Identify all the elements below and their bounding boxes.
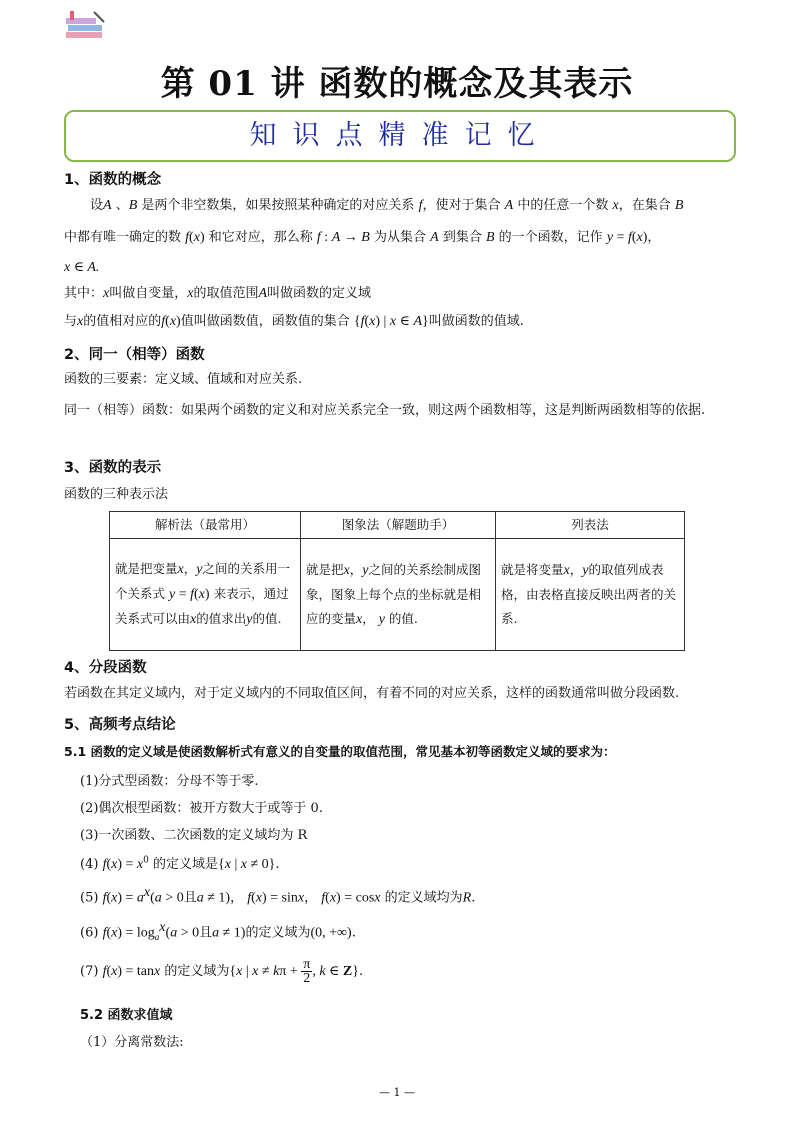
representation-table xyxy=(109,511,685,651)
page-title: 第 01 讲 函数的概念及其表示 xyxy=(160,64,634,104)
paragraph-equal-definition: 同一（相等）函数：如果两个函数的定义和对应关系完全一致，则这两个函数相等，这是判断两函数相等的依据. xyxy=(64,403,706,418)
heading-equal-function: 2、同一（相等）函数 xyxy=(64,347,205,363)
list-item-fraction: (1)分式型函数：分母不等于零. xyxy=(80,774,259,789)
list-item-root: (2)偶次根型函数：被开方数大于或等于 0. xyxy=(80,801,323,816)
subheading-range: 5.2 函数求值域 xyxy=(80,1008,173,1023)
table-cell-analytic: 就是把变量x，y之间的关系用一个关系式 y = f(x) 来表示，通过关系式可以由x的值求出y的值. xyxy=(110,539,301,651)
paragraph-three-elements: 函数的三要素：定义域、值域和对应关系. xyxy=(64,372,303,387)
list-item-tan: (7) f(x) = tanx 的定义域为{x | x ≠ kπ + $\frac{\pi}{2}$ , k ∈ Z}. xyxy=(80,957,364,986)
heading-conclusions: 5、高频考点结论 xyxy=(64,717,176,733)
heading-piecewise: 4、分段函数 xyxy=(64,660,147,676)
list-item-log: (6) $f(x) = \log_a^x(a > 0$且a ≠ 1)的定义域为(0, +∞). xyxy=(80,920,356,942)
section-banner: 知识点精准记忆 xyxy=(64,110,736,162)
list-item-linear: (3)一次函数、二次函数的定义域均为 R xyxy=(80,828,308,843)
heading-representation: 3、函数的表示 xyxy=(64,460,162,476)
paragraph-piecewise: 若函数在其定义域内，对于定义域内的不同取值区间，有着不同的对应关系，这样的函数通常叫做分段函数. xyxy=(64,686,680,701)
subheading-domain: 5.1 函数的定义域是使函数解析式有意义的自变量的取值范围，常见基本初等函数定义域的要求为： xyxy=(64,744,616,759)
table-cell-graph: 就是把x，y之间的关系绘制成图象，图象上每个点的坐标就是相应的变量x， y 的值. xyxy=(301,539,496,651)
table-cell-list: 就是将变量x，y的取值列成表格，由表格直接反映出两者的关系. xyxy=(496,539,685,651)
page-number: — 1 — xyxy=(379,1086,415,1099)
subheading-three-methods: 函数的三种表示法 xyxy=(64,487,169,502)
paragraph-range: 与x的值相对应的f(x)值叫做函数值，函数值的集合 {f(x) | x ∈ A}叫做函数的值域. xyxy=(64,314,524,329)
paragraph-definition: 设A 、B 是两个非空数集，如果按照某种确定的对应关系 f，使对于集合 A 中的任意一个数 x，在集合 B xyxy=(90,198,684,213)
list-item-separation: （1）分离常数法: xyxy=(80,1035,184,1050)
paragraph-domain-set: x ∈ A. xyxy=(64,260,100,275)
table-header: 解析法（最常用） xyxy=(110,512,301,539)
list-item-exp-trig: (5) $f(x) = a^x(a > 0$且a ≠ 1)， f(x) = sinx， f(x) = cosx 的定义域均为R. xyxy=(80,885,476,906)
list-item-power-zero: (4) $f(x) = x^0$ 的定义域是{x | x ≠ 0}. xyxy=(80,855,280,872)
paragraph-domain: 其中：x叫做自变量，x的取值范围A叫做函数的定义域 xyxy=(64,286,372,301)
table-header: 列表法 xyxy=(496,512,685,539)
paragraph-definition-2: 中都有唯一确定的数 f(x) 和它对应，那么称 f : A → B 为从集合 A 到集合 B 的一个函数，记作 y = f(x)， xyxy=(64,230,661,245)
heading-function-concept: 1、函数的概念 xyxy=(64,172,162,188)
book-stack-logo-icon xyxy=(64,8,108,42)
table-header: 图象法（解题助手） xyxy=(301,512,496,539)
